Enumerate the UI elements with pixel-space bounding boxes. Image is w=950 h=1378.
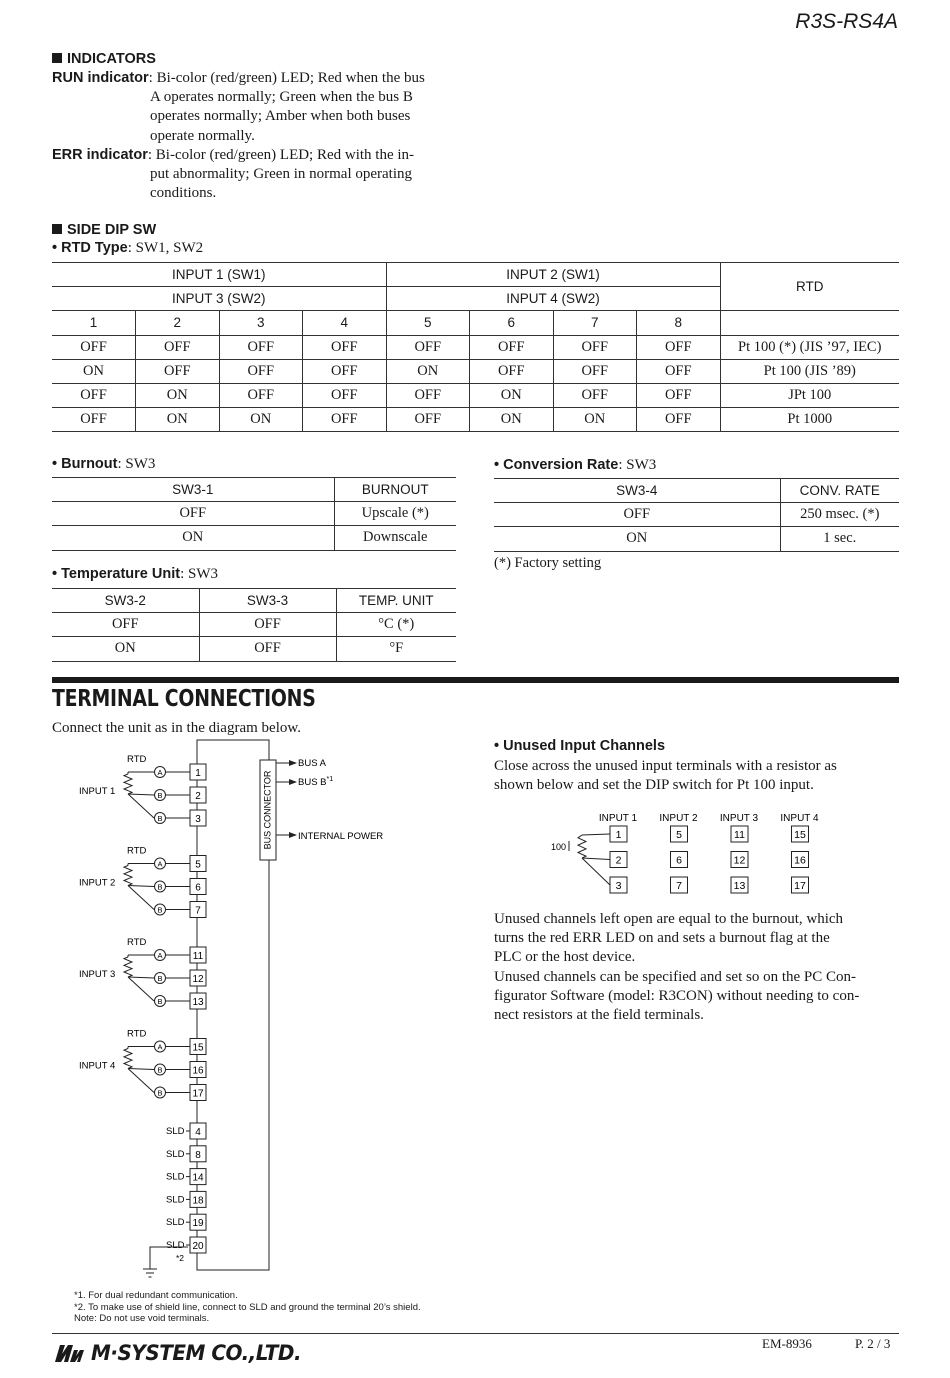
square-bullet-icon bbox=[52, 53, 62, 63]
resistor-icon bbox=[578, 835, 586, 858]
unused-input-group bbox=[780, 813, 819, 893]
input-label: INPUT 1 bbox=[79, 786, 116, 797]
unused-input-label: INPUT 2 bbox=[659, 813, 698, 824]
factory-setting-note: (*) Factory setting bbox=[494, 555, 602, 571]
bus-connector-label: BUS CONNECTOR bbox=[262, 770, 273, 850]
wire-marker-label: B bbox=[157, 791, 163, 800]
input-group bbox=[79, 937, 206, 1009]
wire bbox=[128, 886, 154, 887]
terminal-number: 16 bbox=[794, 854, 806, 867]
input-group bbox=[79, 846, 206, 918]
unused-channels-diagram bbox=[545, 805, 835, 900]
table-row: OFF Upscale (*) bbox=[52, 502, 456, 526]
run-indicator-label: RUN indicator bbox=[52, 70, 149, 86]
sld-label: SLD bbox=[166, 1194, 185, 1206]
wire-marker-label: A bbox=[157, 768, 163, 777]
terminal-number: 12 bbox=[733, 854, 746, 867]
terminal-wiring-diagram bbox=[60, 735, 400, 1280]
footnote-2: *2. To make use of shield line, connect to SLD and ground the terminal 20’s shield. bbox=[74, 1301, 421, 1313]
unused-channels-heading: • Unused Input Channels bbox=[494, 738, 666, 754]
unused-channels-text2: Unused channels left open are equal to the burnout, which turns the red ERR LED on and sets a burnout flag at the PLC or the host device. Unused channels can be specified and set so on the PC Con- figurator Software (model: R3CON) without needing to con- nect resistors at the field terminals. bbox=[494, 911, 860, 1024]
wire bbox=[128, 886, 154, 910]
table-row: ON OFF °F bbox=[52, 637, 456, 661]
wire-marker-label: A bbox=[157, 1042, 163, 1052]
burnout-table: SW3-1 BURNOUT OFF Upscale (*) ON Downscale bbox=[52, 477, 456, 551]
wire-marker-label: B bbox=[157, 882, 163, 892]
resistor-icon bbox=[124, 866, 132, 886]
terminal-number: 1 bbox=[195, 768, 201, 779]
page-number: P. 2 / 3 bbox=[855, 1336, 891, 1351]
conv-rate-table: SW3-4 CONV. RATE OFF 250 msec. (*) ON 1 sec. bbox=[494, 478, 899, 552]
doc-number: EM-8936 bbox=[762, 1336, 812, 1351]
wire-marker-label: B bbox=[157, 1065, 163, 1075]
wire-marker-label: B bbox=[157, 814, 163, 823]
m-system-logo-icon bbox=[52, 1342, 88, 1364]
terminal-number: 18 bbox=[192, 1195, 204, 1207]
wire bbox=[128, 794, 154, 818]
unused-channels-text1: Close across the unused input terminals with a resistor as shown below and set the DIP switch for Pt 100 input. bbox=[494, 758, 837, 794]
table-row: OFF ON ON OFF OFF ON ON OFF Pt 1000 bbox=[52, 408, 899, 432]
run-indicator-desc: RUN indicator: Bi-color (red/green) LED; Red when the bus A operates normally; Green when the bus B operates normally; Amber when both buses operate normally. bbox=[52, 70, 425, 144]
wire bbox=[128, 977, 154, 978]
rtd-label: RTD bbox=[127, 1028, 147, 1040]
unused-input-label: INPUT 3 bbox=[719, 813, 759, 824]
input-label: INPUT 4 bbox=[79, 1060, 116, 1072]
terminal-number: 1 bbox=[615, 829, 622, 841]
err-indicator-label: ERR indicator bbox=[52, 147, 148, 163]
terminal-number: 15 bbox=[794, 829, 806, 841]
table-row: OFF OFF OFF OFF OFF OFF OFF OFF Pt 100 (*) (JIS ’97, IEC) bbox=[52, 335, 899, 359]
square-bullet-icon bbox=[52, 224, 62, 234]
sld-label: SLD bbox=[166, 1217, 185, 1229]
note-2-marker: *2 bbox=[176, 1253, 185, 1263]
terminal-number: 2 bbox=[615, 854, 622, 867]
input-group bbox=[79, 754, 206, 826]
terminal-connections-title: TERMINAL CONNECTIONS bbox=[52, 686, 316, 712]
resistor-icon bbox=[124, 957, 132, 977]
unused-input-label: INPUT 4 bbox=[780, 813, 819, 824]
terminal-number: 7 bbox=[676, 880, 682, 892]
wire bbox=[582, 858, 610, 885]
burnout-label: • Burnout: SW3 bbox=[52, 456, 156, 472]
section-rule bbox=[52, 677, 899, 683]
wire bbox=[128, 977, 154, 1001]
terminal-number: 6 bbox=[195, 882, 201, 894]
sld-label: SLD bbox=[166, 1171, 185, 1183]
rtd-type-table: INPUT 1 (SW1) INPUT 2 (SW1) RTD INPUT 3 (SW2) INPUT 4 (SW2) 1 2 3 4 5 6 7 8 OFF OFF OFF OFF OFF OFF OFF OFF Pt 100 (*) (JIS ’97, IEC) ON OFF OFF OFF ON OFF OFF OFF Pt 100 (JIS ’89) OFF ON OFF OFF OFF ON OFF OFF JPt 100 OFF ON ON OFF OFF ON ON OFF Pt 1000 bbox=[52, 262, 899, 432]
wire bbox=[128, 1069, 154, 1070]
unused-resistor bbox=[551, 834, 610, 885]
bus-a-label: BUS A bbox=[298, 758, 326, 769]
wire bbox=[582, 834, 610, 835]
terminal-number: 11 bbox=[192, 951, 204, 962]
wire-marker-label: B bbox=[157, 974, 163, 983]
table-row: OFF ON OFF OFF OFF ON OFF OFF JPt 100 bbox=[52, 383, 899, 407]
unused-input-label: INPUT 1 bbox=[598, 813, 638, 824]
input-label: INPUT 3 bbox=[79, 969, 116, 980]
internal-power-label: INTERNAL POWER bbox=[298, 831, 384, 842]
wire-marker-label: B bbox=[157, 1088, 163, 1098]
wire bbox=[128, 1069, 154, 1093]
wire-marker-label: B bbox=[157, 905, 163, 915]
terminal-number: 6 bbox=[676, 854, 682, 867]
table-row: OFF OFF °C (*) bbox=[52, 613, 456, 637]
terminal-number: 7 bbox=[195, 905, 201, 917]
dip-heading: SIDE DIP SW bbox=[52, 222, 156, 238]
footnote-note: Note: Do not use void terminals. bbox=[74, 1313, 210, 1324]
terminal-number: 17 bbox=[192, 1088, 204, 1100]
terminal-number: 13 bbox=[192, 997, 204, 1008]
footer-rule bbox=[52, 1333, 899, 1334]
terminal-number: 8 bbox=[195, 1149, 201, 1161]
terminal-number: 20 bbox=[192, 1241, 204, 1252]
terminal-number: 16 bbox=[192, 1065, 204, 1077]
rtd-label: RTD bbox=[127, 937, 147, 948]
company-logo: M·SYSTEM CO.,LTD. bbox=[52, 1341, 312, 1365]
terminal-number: 3 bbox=[615, 880, 622, 892]
resistor-value: 100 bbox=[551, 842, 567, 852]
unused-input-group bbox=[720, 813, 759, 893]
err-indicator-desc: ERR indicator: Bi-color (red/green) LED; Red with the in- put abnormality; Green in normal operating conditions. bbox=[52, 147, 415, 202]
bus-b-label: BUS $B^{*1}$ bbox=[298, 776, 334, 788]
table-row: ON 1 sec. bbox=[494, 527, 899, 551]
resistor-icon bbox=[124, 774, 132, 794]
rtd-type-label: • RTD Type: SW1, SW2 bbox=[52, 240, 204, 256]
temp-unit-table: SW3-2 SW3-3 TEMP. UNIT OFF OFF °C (*) ON OFF °F bbox=[52, 588, 456, 662]
terminal-number: 4 bbox=[195, 1127, 201, 1138]
input-label: INPUT 2 bbox=[79, 877, 116, 889]
terminal-number: 2 bbox=[195, 791, 201, 802]
unused-input-group bbox=[659, 813, 698, 893]
terminal-number: 11 bbox=[734, 829, 745, 841]
wire-marker-label: B bbox=[157, 997, 163, 1006]
table-row: ON Downscale bbox=[52, 526, 456, 550]
unused-input-group bbox=[599, 813, 638, 893]
terminal-number: 3 bbox=[195, 814, 201, 825]
unit-outline bbox=[197, 740, 269, 1270]
indicators-heading: INDICATORS bbox=[52, 51, 156, 67]
wire bbox=[128, 794, 154, 795]
sld-label: SLD bbox=[166, 1148, 185, 1160]
table-row: OFF 250 msec. (*) bbox=[494, 503, 899, 527]
terminal-number: 14 bbox=[192, 1172, 204, 1184]
terminal-number: 5 bbox=[195, 859, 201, 871]
input-group bbox=[79, 1029, 206, 1101]
table-row: ON OFF OFF OFF ON OFF OFF OFF Pt 100 (JIS ’89) bbox=[52, 359, 899, 383]
wire-marker-label: A bbox=[157, 859, 163, 869]
terminal-number: 15 bbox=[192, 1042, 204, 1054]
conv-rate-label: • Conversion Rate: SW3 bbox=[494, 457, 657, 473]
rtd-label: RTD bbox=[127, 845, 147, 857]
terminal-number: 17 bbox=[794, 880, 806, 892]
footnote-1: *1. For dual redundant communication. bbox=[74, 1290, 238, 1301]
sld-label: SLD bbox=[166, 1240, 185, 1251]
terminal-number: 5 bbox=[676, 829, 682, 841]
terminal-number: 13 bbox=[733, 880, 746, 892]
terminal-number: 19 bbox=[192, 1218, 204, 1230]
wire-marker-label: A bbox=[157, 951, 163, 960]
sld-label: SLD bbox=[166, 1126, 185, 1137]
model-number: R3S-RS4A bbox=[795, 10, 898, 33]
temp-unit-label: • Temperature Unit: SW3 bbox=[52, 566, 219, 582]
footnotes bbox=[74, 1290, 421, 1325]
resistor-icon bbox=[124, 1049, 132, 1069]
terminal-number: 12 bbox=[192, 974, 204, 985]
terminal-intro: Connect the unit as in the diagram below. bbox=[52, 720, 301, 736]
wire bbox=[582, 858, 610, 860]
rtd-label: RTD bbox=[127, 754, 147, 765]
